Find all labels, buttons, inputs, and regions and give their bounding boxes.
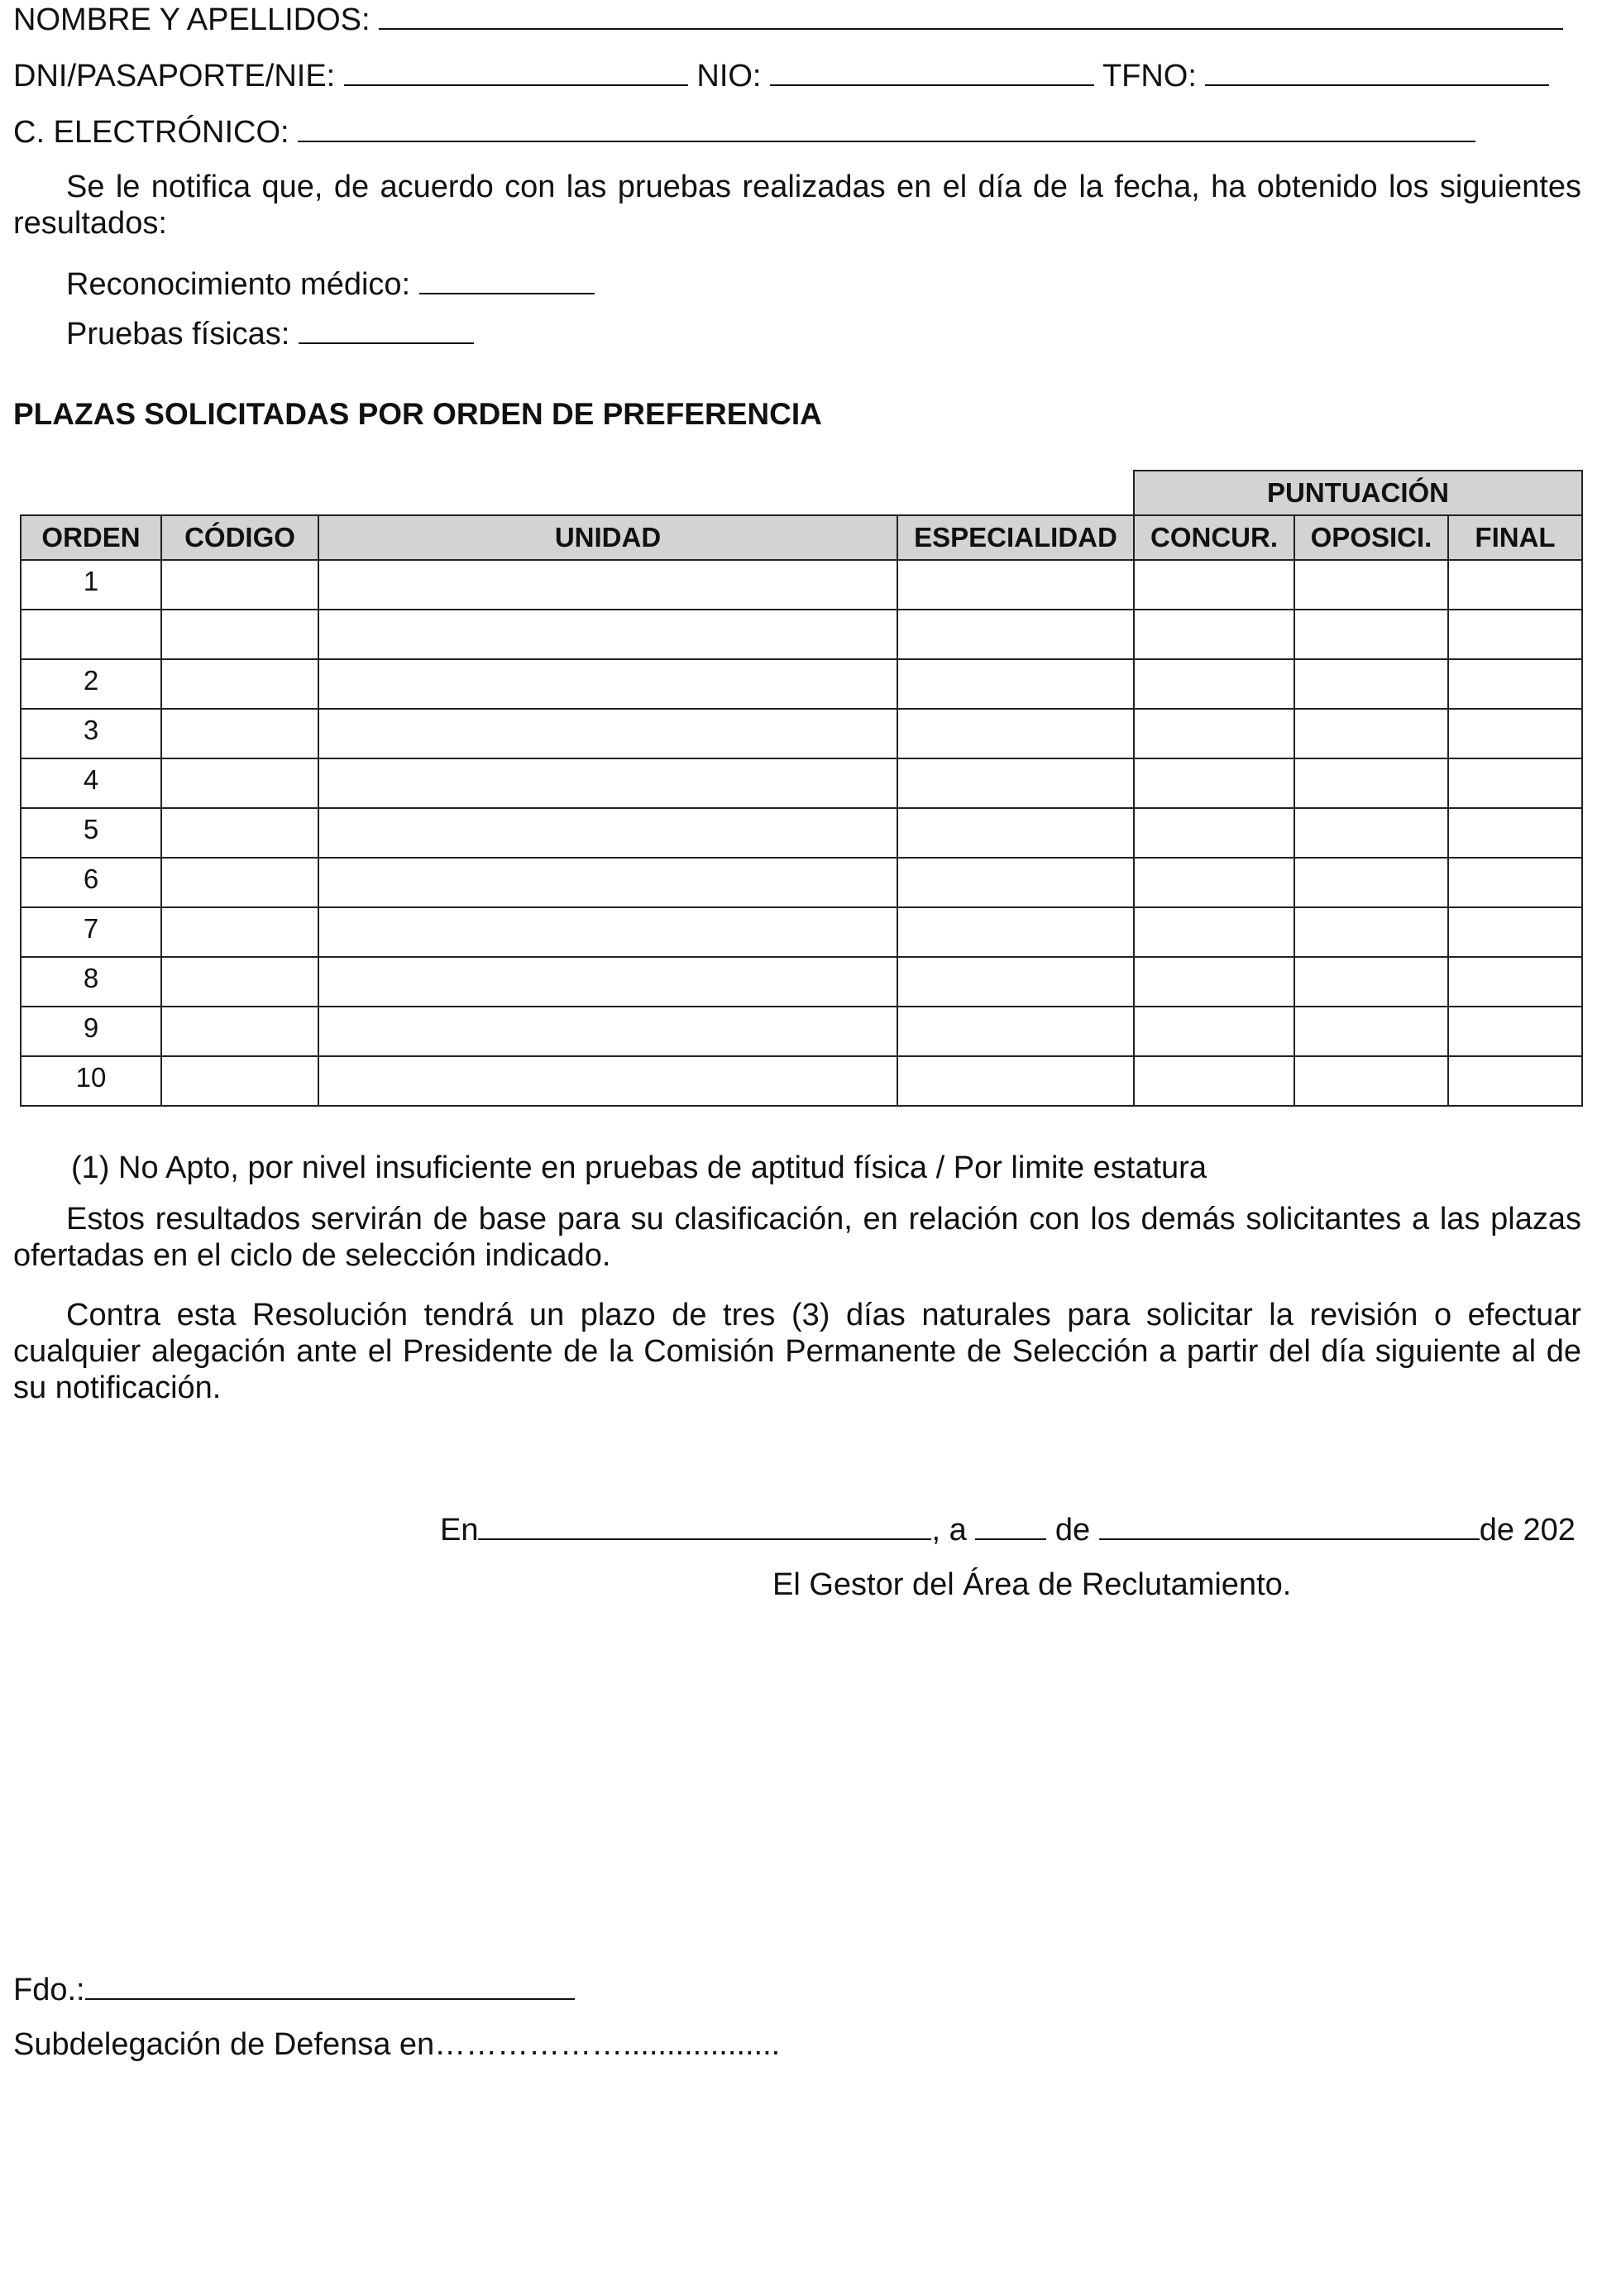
codigo-cell[interactable] bbox=[161, 957, 318, 1007]
orden-cell: 4 bbox=[21, 758, 161, 808]
col-especialidad: ESPECIALIDAD bbox=[897, 515, 1134, 560]
oposici-cell[interactable] bbox=[1294, 808, 1448, 858]
nombre-row bbox=[13, 0, 1563, 38]
table-row bbox=[21, 758, 1582, 808]
col-concur: CONCUR. bbox=[1134, 515, 1294, 560]
fisicas-label: Pruebas físicas: bbox=[66, 317, 290, 352]
tfno-label: TFNO: bbox=[1102, 59, 1197, 93]
oposici-cell[interactable] bbox=[1294, 907, 1448, 957]
especialidad-cell[interactable] bbox=[897, 709, 1134, 758]
oposici-cell[interactable] bbox=[1294, 659, 1448, 709]
date-a-label: , a bbox=[931, 1513, 967, 1547]
fdo-row bbox=[13, 1970, 575, 2008]
col-orden: ORDEN bbox=[21, 515, 161, 560]
intro-paragraph: Se le notifica que, de acuerdo con las pruebas realizadas en el día de la fecha, ha obtenido los siguientes resultados: bbox=[13, 170, 1581, 241]
final-cell[interactable] bbox=[1448, 1056, 1582, 1106]
group-header-spacer bbox=[21, 471, 1134, 515]
final-cell[interactable] bbox=[1448, 858, 1582, 907]
orden-cell: 3 bbox=[21, 709, 161, 758]
oposici-cell[interactable] bbox=[1294, 560, 1448, 610]
especialidad-cell[interactable] bbox=[897, 758, 1134, 808]
fdo-label: Fdo.: bbox=[13, 1973, 85, 2007]
orden-cell: 2 bbox=[21, 659, 161, 709]
unidad-cell[interactable] bbox=[318, 1056, 897, 1106]
especialidad-cell[interactable] bbox=[897, 610, 1134, 659]
codigo-cell[interactable] bbox=[161, 560, 318, 610]
orden-cell: 6 bbox=[21, 858, 161, 907]
especialidad-cell[interactable] bbox=[897, 560, 1134, 610]
final-cell[interactable] bbox=[1448, 560, 1582, 610]
col-codigo: CÓDIGO bbox=[161, 515, 318, 560]
orden-cell: 7 bbox=[21, 907, 161, 957]
fisicas-row bbox=[66, 314, 474, 352]
table-body bbox=[21, 560, 1582, 1106]
oposici-cell[interactable] bbox=[1294, 709, 1448, 758]
final-cell[interactable] bbox=[1448, 659, 1582, 709]
unidad-cell[interactable] bbox=[318, 907, 897, 957]
medico-row bbox=[66, 265, 595, 303]
date-line bbox=[440, 1510, 1576, 1548]
table-row bbox=[21, 858, 1582, 907]
table-row bbox=[21, 907, 1582, 957]
table-row bbox=[21, 659, 1582, 709]
tfno-blank[interactable] bbox=[1205, 56, 1549, 86]
especialidad-cell[interactable] bbox=[897, 957, 1134, 1007]
codigo-cell[interactable] bbox=[161, 808, 318, 858]
date-en-label: En bbox=[440, 1513, 479, 1547]
especialidad-cell[interactable] bbox=[897, 1056, 1134, 1106]
oposici-cell[interactable] bbox=[1294, 610, 1448, 659]
orden-cell: 8 bbox=[21, 957, 161, 1007]
nombre-blank[interactable] bbox=[379, 0, 1563, 30]
date-year-label: de 202 bbox=[1479, 1513, 1576, 1547]
orden-cell: 1 bbox=[21, 560, 161, 610]
orden-cell: 5 bbox=[21, 808, 161, 858]
codigo-cell[interactable] bbox=[161, 709, 318, 758]
final-cell[interactable] bbox=[1448, 957, 1582, 1007]
nio-label: NIO: bbox=[696, 59, 762, 93]
codigo-cell[interactable] bbox=[161, 1056, 318, 1106]
table-row bbox=[21, 560, 1582, 610]
codigo-cell[interactable] bbox=[161, 1007, 318, 1056]
oposici-cell[interactable] bbox=[1294, 758, 1448, 808]
concur-cell[interactable] bbox=[1134, 709, 1294, 758]
concur-cell[interactable] bbox=[1134, 957, 1294, 1007]
especialidad-cell[interactable] bbox=[897, 907, 1134, 957]
unidad-cell[interactable] bbox=[318, 808, 897, 858]
orden-cell: 10 bbox=[21, 1056, 161, 1106]
final-cell[interactable] bbox=[1448, 709, 1582, 758]
unidad-cell[interactable] bbox=[318, 858, 897, 907]
date-day-blank[interactable] bbox=[975, 1510, 1046, 1540]
orden-cell bbox=[21, 610, 161, 659]
concur-cell[interactable] bbox=[1134, 1056, 1294, 1106]
plazas-table bbox=[20, 470, 1583, 1107]
oposici-cell[interactable] bbox=[1294, 957, 1448, 1007]
concur-cell[interactable] bbox=[1134, 758, 1294, 808]
paragraph-recurso: Contra esta Resolución tendrá un plazo de tres (3) días naturales para solicitar la revisión o efectuar cualquier alegación ante el Presidente de la Comisión Permanente de Selección a partir del día siguiente al de su notificación. bbox=[13, 1298, 1581, 1405]
especialidad-cell[interactable] bbox=[897, 808, 1134, 858]
concur-cell[interactable] bbox=[1134, 858, 1294, 907]
fisicas-blank[interactable] bbox=[299, 314, 474, 344]
col-unidad: UNIDAD bbox=[318, 515, 897, 560]
table-row bbox=[21, 709, 1582, 758]
table-row bbox=[21, 1056, 1582, 1106]
column-header-row bbox=[21, 515, 1582, 560]
codigo-cell[interactable] bbox=[161, 610, 318, 659]
dni-row bbox=[13, 56, 1549, 94]
final-cell[interactable] bbox=[1448, 808, 1582, 858]
col-oposici: OPOSICI. bbox=[1294, 515, 1448, 560]
nombre-label: NOMBRE Y APELLIDOS: bbox=[13, 2, 371, 37]
unidad-cell[interactable] bbox=[318, 659, 897, 709]
concur-cell[interactable] bbox=[1134, 610, 1294, 659]
table-row bbox=[21, 808, 1582, 858]
unidad-cell[interactable] bbox=[318, 610, 897, 659]
especialidad-cell[interactable] bbox=[897, 659, 1134, 709]
concur-cell[interactable] bbox=[1134, 659, 1294, 709]
medico-blank[interactable] bbox=[419, 265, 595, 294]
dni-label: DNI/PASAPORTE/NIE: bbox=[13, 59, 336, 93]
codigo-cell[interactable] bbox=[161, 858, 318, 907]
gestor-title: El Gestor del Área de Reclutamiento. bbox=[772, 1567, 1292, 1602]
paragraph-clasificacion: Estos resultados servirán de base para su clasificación, en relación con los demás solicitantes a las plazas ofertadas en el ciclo de selección indicado. bbox=[13, 1202, 1581, 1273]
final-cell[interactable] bbox=[1448, 758, 1582, 808]
email-label: C. ELECTRÓNICO: bbox=[13, 115, 289, 150]
unidad-cell[interactable] bbox=[318, 758, 897, 808]
subdelegacion-line: Subdelegación de Defensa en……………….................. bbox=[13, 2027, 781, 2062]
nio-blank[interactable] bbox=[770, 56, 1094, 86]
codigo-cell[interactable] bbox=[161, 907, 318, 957]
final-cell[interactable] bbox=[1448, 1007, 1582, 1056]
email-blank[interactable] bbox=[298, 112, 1475, 142]
concur-cell[interactable] bbox=[1134, 808, 1294, 858]
codigo-cell[interactable] bbox=[161, 659, 318, 709]
date-de-label: de bbox=[1054, 1513, 1091, 1547]
table-row bbox=[21, 1007, 1582, 1056]
unidad-cell[interactable] bbox=[318, 1007, 897, 1056]
table-row bbox=[21, 610, 1582, 659]
oposici-cell[interactable] bbox=[1294, 858, 1448, 907]
table-row bbox=[21, 957, 1582, 1007]
section-title: PLAZAS SOLICITADAS POR ORDEN DE PREFERENCIA bbox=[13, 397, 822, 431]
fdo-blank[interactable] bbox=[85, 1970, 575, 2000]
date-month-blank[interactable] bbox=[1099, 1510, 1480, 1540]
email-row bbox=[13, 112, 1475, 151]
col-final: FINAL bbox=[1448, 515, 1582, 560]
footnote: (1) No Apto, por nivel insuficiente en pruebas de aptitud física / Por limite estatura bbox=[71, 1150, 1207, 1185]
orden-cell: 9 bbox=[21, 1007, 161, 1056]
unidad-cell[interactable] bbox=[318, 957, 897, 1007]
codigo-cell[interactable] bbox=[161, 758, 318, 808]
final-cell[interactable] bbox=[1448, 610, 1582, 659]
unidad-cell[interactable] bbox=[318, 709, 897, 758]
dni-blank[interactable] bbox=[344, 56, 688, 86]
concur-cell[interactable] bbox=[1134, 560, 1294, 610]
oposici-cell[interactable] bbox=[1294, 1007, 1448, 1056]
concur-cell[interactable] bbox=[1134, 1007, 1294, 1056]
oposici-cell[interactable] bbox=[1294, 1056, 1448, 1106]
especialidad-cell[interactable] bbox=[897, 858, 1134, 907]
concur-cell[interactable] bbox=[1134, 907, 1294, 957]
especialidad-cell[interactable] bbox=[897, 1007, 1134, 1056]
unidad-cell[interactable] bbox=[318, 560, 897, 610]
medico-label: Reconocimiento médico: bbox=[66, 267, 411, 302]
puntuacion-header: PUNTUACIÓN bbox=[1134, 471, 1582, 515]
date-place-blank[interactable] bbox=[478, 1510, 931, 1540]
group-header-row bbox=[21, 471, 1582, 515]
final-cell[interactable] bbox=[1448, 907, 1582, 957]
